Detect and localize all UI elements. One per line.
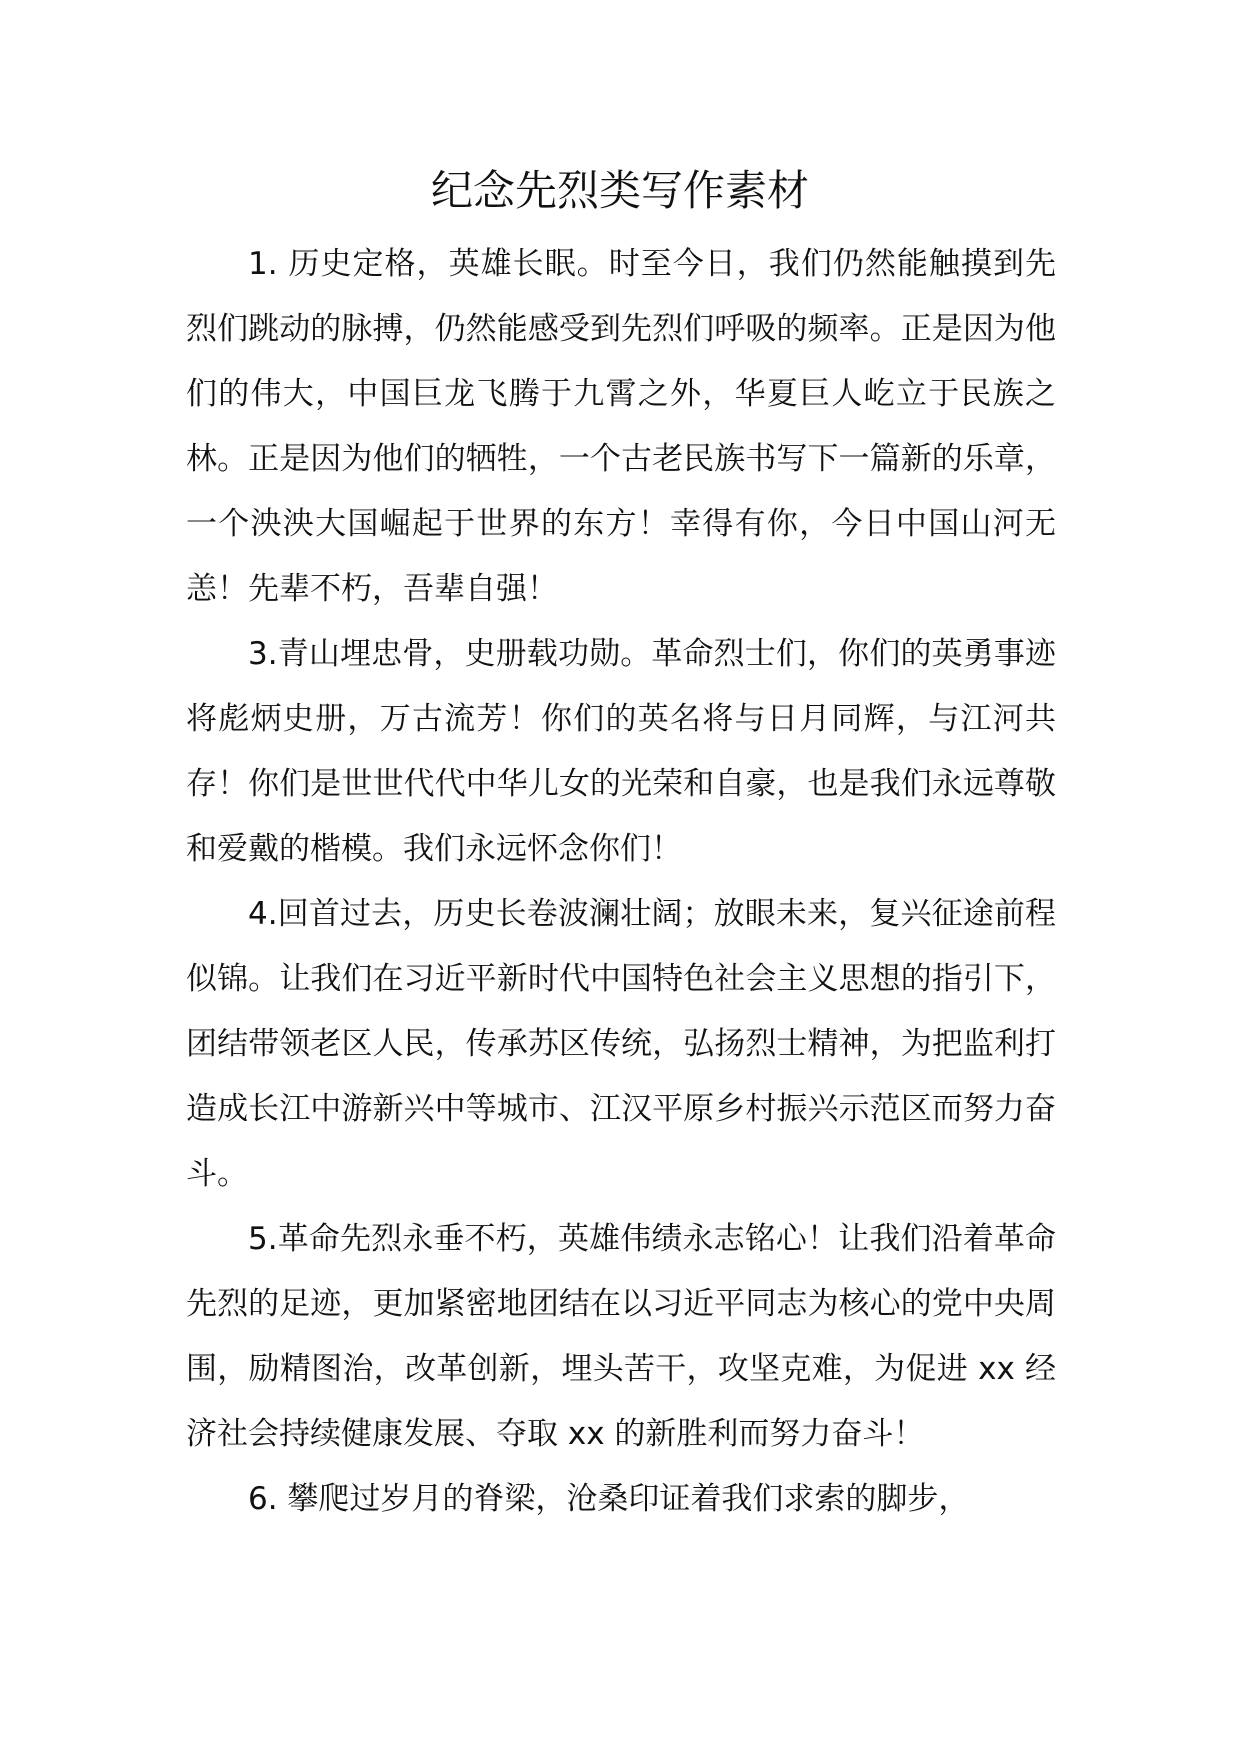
document-title: 纪念先烈类写作素材 — [430, 166, 809, 215]
paragraph-5: 5.革命先烈永垂不朽，英雄伟绩永志铭心！让我们沿着革命先烈的足迹，更加紧密地团结在以习近平同志为核心的党中央周围，励精图治，改革创新，埋头苦干，攻坚克难，为促进 xx 经济社会持续健康发展、夺取 xx 的新胜利而努力奋斗！ — [186, 1221, 1056, 1452]
paragraph-6: 6. 攀爬过岁月的脊梁，沧桑印证着我们求索的脚步， — [248, 1481, 970, 1517]
paragraph-3: 3.青山埋忠骨，史册载功勋。革命烈士们，你们的英勇事迹将彪炳史册，万古流芳！你们的英名将与日月同辉，与江河共存！你们是世世代代中华儿女的光荣和自豪，也是我们永远尊敬和爱戴的楷模。我们永远怀念你们！ — [186, 636, 1056, 867]
paragraph-1: 1. 历史定格，英雄长眠。时至今日，我们仍然能触摸到先烈们跳动的脉搏，仍然能感受到先烈们呼吸的频率。正是因为他们的伟大，中国巨龙飞腾于九霄之外，华夏巨人屹立于民族之林。正是因为他们的牺牲，一个古老民族书写下一篇新的乐章，一个泱泱大国崛起于世界的东方！幸得有你，今日中国山河无恙！先辈不朽，吾辈自强！ — [186, 246, 1056, 607]
paragraph-4: 4.回首过去，历史长卷波澜壮阔；放眼未来，复兴征途前程似锦。让我们在习近平新时代中国特色社会主义思想的指引下，团结带领老区人民，传承苏区传统，弘扬烈士精神，为把监利打造成长江中游新兴中等城市、江汉平原乡村振兴示范区而努力奋斗。 — [186, 896, 1056, 1192]
document-body — [186, 232, 1056, 1532]
